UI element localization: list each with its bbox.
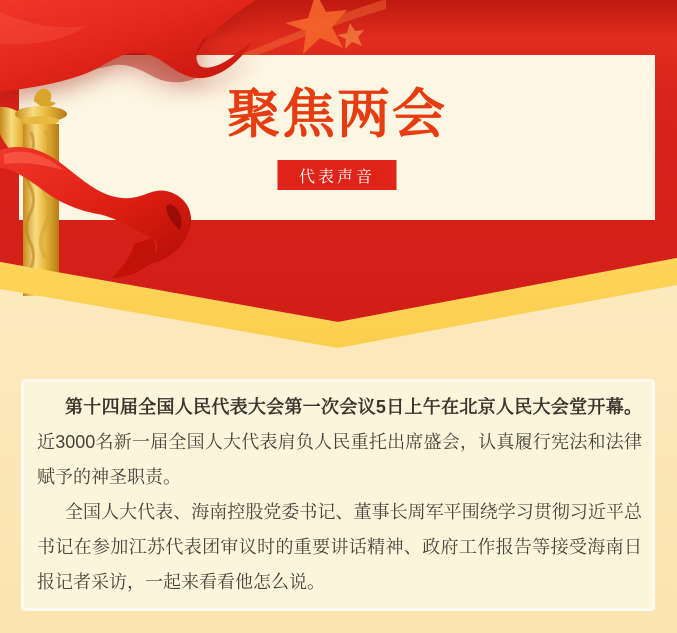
article-paragraph-2: 全国人大代表、海南控股党委书记、董事长周军平围绕学习贯彻习近平总书记在参加江苏代表团审议时的重要讲话精神、政府工作报告等接受海南日报记者采访，一起来看看他怎么说。 bbox=[37, 502, 642, 592]
article-paragraph-1-rest: 近3000名新一届全国人大代表肩负人民重托出席盛会，认真履行宪法和法律赋予的神圣职责。 bbox=[37, 432, 642, 487]
section-badge: 代表声音 bbox=[278, 160, 397, 190]
pillar-icon bbox=[0, 84, 200, 296]
page-title: 聚焦两会 bbox=[227, 85, 447, 144]
article-paragraph-1 bbox=[37, 390, 642, 495]
article-card bbox=[21, 379, 655, 611]
article-lead-sentence: 第十四届全国人民代表大会第一次会议5日上午在北京人民大会堂开幕。 bbox=[65, 397, 642, 417]
